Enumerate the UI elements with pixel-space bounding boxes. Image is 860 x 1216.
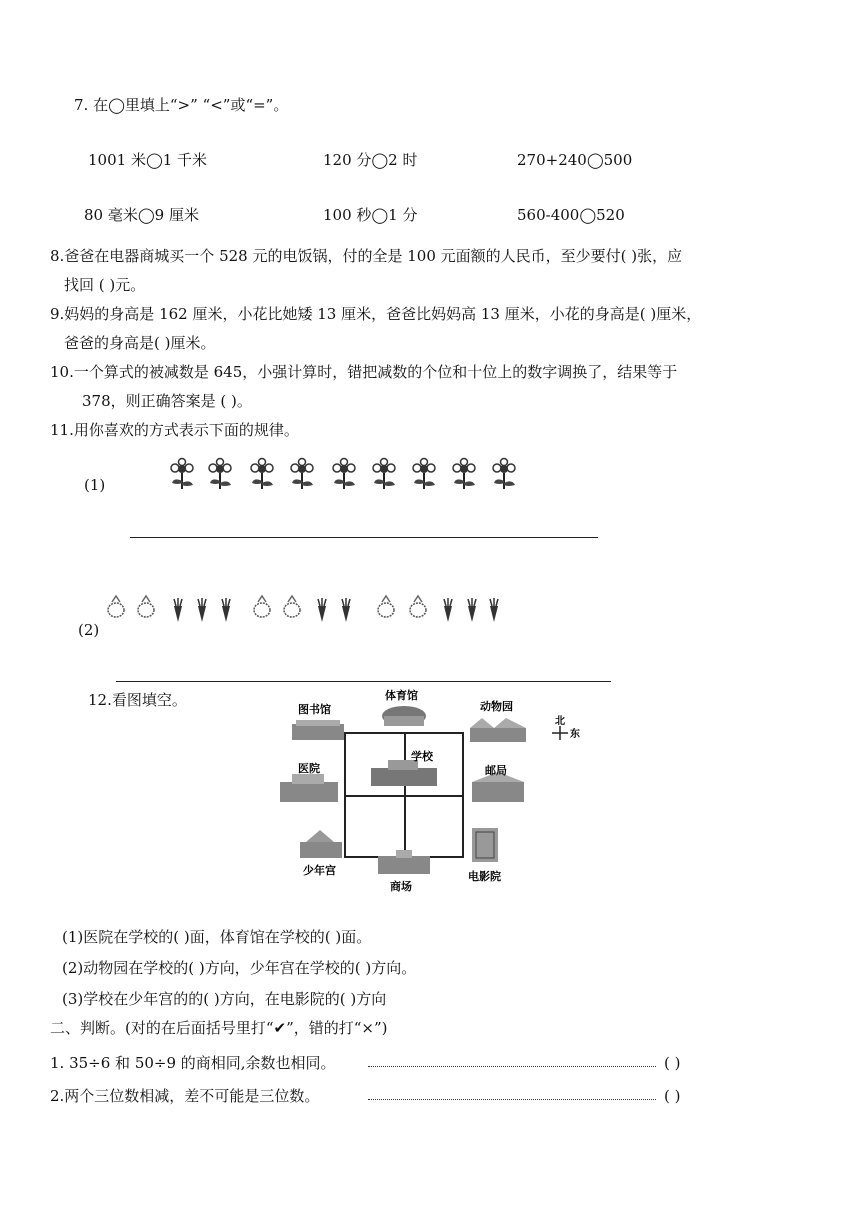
- youth-palace-building-icon: [300, 830, 342, 858]
- q7-item-5: 100 秒◯1 分: [323, 206, 418, 224]
- q7-item-3: 270+240◯500: [517, 151, 633, 169]
- cinema-building-icon: [472, 828, 498, 862]
- answer-line-1[interactable]: [130, 537, 598, 538]
- q9-line-2: 爸爸的身高是( )厘米。: [64, 334, 216, 352]
- gym-building-icon: [382, 706, 426, 726]
- q7-item-6: 560-400◯520: [517, 206, 625, 224]
- judge-blank-2[interactable]: ( ): [664, 1087, 681, 1105]
- q8-line-1: 8.爸爸在电器商城买一个 528 元的电饭锅，付的全是 100 元面额的人民币，至少要付( )张，应: [50, 247, 683, 265]
- q12-sub-3: (3)学校在少年宫的的( )方向，在电影院的( )方向: [62, 990, 387, 1008]
- compass-icon: [552, 726, 568, 740]
- q9-line-1: 9.妈妈的身高是 162 厘米，小花比她矮 13 厘米，爸爸比妈妈高 13 厘米，小花的身高是( )厘米，: [50, 305, 702, 323]
- q11-part1-label: (1): [84, 476, 106, 494]
- q11-part2-label: (2): [78, 621, 100, 639]
- school-building-icon: [371, 760, 437, 786]
- mall-building-icon: [378, 850, 430, 874]
- q12-title: 12.看图填空。: [88, 691, 187, 709]
- map-label-gym: 体育馆: [385, 689, 418, 702]
- q10-line-1: 10.一个算式的被减数是 645，小强计算时，错把减数的个位和十位上的数字调换了，结果等于: [50, 363, 678, 381]
- hospital-building-icon: [280, 774, 338, 802]
- part2-heading: 二、判断。(对的在后面括号里打“✔”，错的打“×”): [50, 1019, 388, 1037]
- q7-item-2: 120 分◯2 时: [323, 151, 418, 169]
- radish-carrot-pattern-row: [104, 590, 514, 626]
- flower-pattern-row: [160, 455, 530, 495]
- q7-item-1: 1001 米◯1 千米: [88, 151, 208, 169]
- map-label-mall: 商场: [390, 880, 412, 893]
- map-label-library: 图书馆: [298, 703, 331, 716]
- q12-sub-2: (2)动物园在学校的( )方向，少年宫在学校的( )方向。: [62, 959, 417, 977]
- map-label-post-office: 邮局: [485, 764, 507, 777]
- q7-item-4: 80 毫米◯9 厘米: [84, 206, 199, 224]
- compass-label-east: 东: [570, 729, 580, 740]
- q8-line-2: 找回 ( )元。: [64, 276, 146, 294]
- q7-title: 7. 在◯里填上“>” “<”或“=”。: [74, 96, 289, 114]
- judge-leader-1: [368, 1066, 656, 1067]
- map-label-zoo: 动物园: [480, 700, 513, 713]
- map-label-cinema: 电影院: [468, 870, 501, 883]
- judge-blank-1[interactable]: ( ): [664, 1054, 681, 1072]
- zoo-building-icon: [470, 718, 526, 742]
- q10-line-2: 378，则正确答案是 ( )。: [82, 392, 252, 410]
- direction-map: [276, 682, 606, 894]
- q11-title: 11.用你喜欢的方式表示下面的规律。: [50, 421, 299, 439]
- map-label-school: 学校: [411, 750, 433, 763]
- judge-item-1: 1. 35÷6 和 50÷9 的商相同,余数也相同。: [50, 1054, 336, 1072]
- q12-sub-1: (1)医院在学校的( )面，体育馆在学校的( )面。: [62, 928, 372, 946]
- compass-label-north: 北: [555, 716, 565, 727]
- library-building-icon: [292, 720, 344, 740]
- judge-leader-2: [368, 1099, 656, 1100]
- map-label-youth-palace: 少年宫: [303, 864, 336, 877]
- map-label-hospital: 医院: [298, 762, 320, 775]
- judge-item-2: 2.两个三位数相减，差不可能是三位数。: [50, 1087, 320, 1105]
